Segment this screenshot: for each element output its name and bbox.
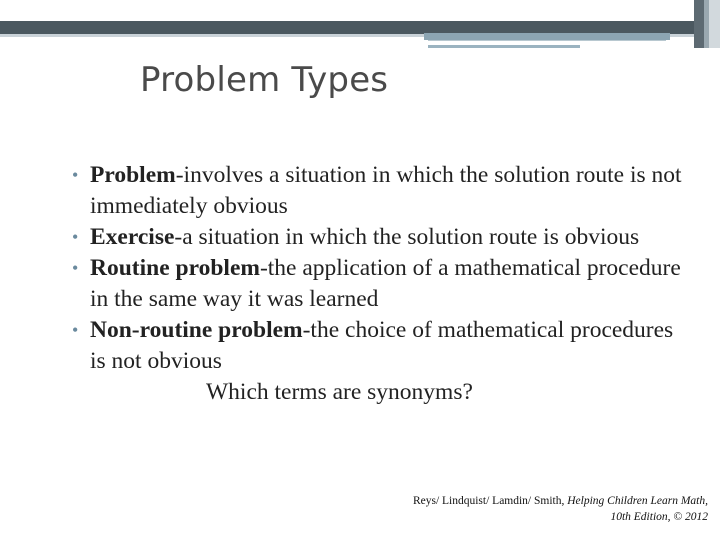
header-accent-bar-short [428,45,580,48]
citation-authors: Reys/ Lindquist/ Lamdin/ Smith, [412,495,568,507]
slide-content [72,160,692,408]
bullet-dot-icon: • [72,165,79,185]
bullet-term: Routine problem [90,255,260,281]
bullet-list [72,160,692,377]
bullet-item-routine-problem [72,253,692,315]
bullet-text: -involves a situation in which the solution route is not immediately obvious [90,162,682,219]
citation-book: Helping Children Learn Math, [567,495,708,507]
bullet-item-exercise [72,222,692,253]
bullet-item-problem [72,160,692,222]
bullet-term: Problem [90,162,176,188]
discussion-question: Which terms are synonyms? [206,379,473,405]
bullet-text: -the application of a mathematical procedure in the same way it was learned [90,255,681,312]
bullet-text: -the choice of mathematical procedures is not obvious [90,317,674,374]
corner-strip-light [709,0,720,48]
bullet-term: Exercise [90,224,175,250]
bullet-dot-icon: • [72,258,79,278]
slide-title: Problem Types [140,60,389,100]
bullet-text: -a situation in which the solution route is obvious [174,224,640,250]
header-accent-line [428,40,666,41]
citation [368,493,708,525]
bullet-item-non-routine-problem [72,315,692,377]
bullet-dot-icon: • [72,227,79,247]
citation-edition: 10th Edition, © 2012 [610,511,708,523]
bullet-dot-icon: • [72,320,79,340]
header-accent-bar [424,33,670,40]
corner-strip-dark [694,0,704,48]
bullet-term: Non-routine problem [90,317,303,343]
